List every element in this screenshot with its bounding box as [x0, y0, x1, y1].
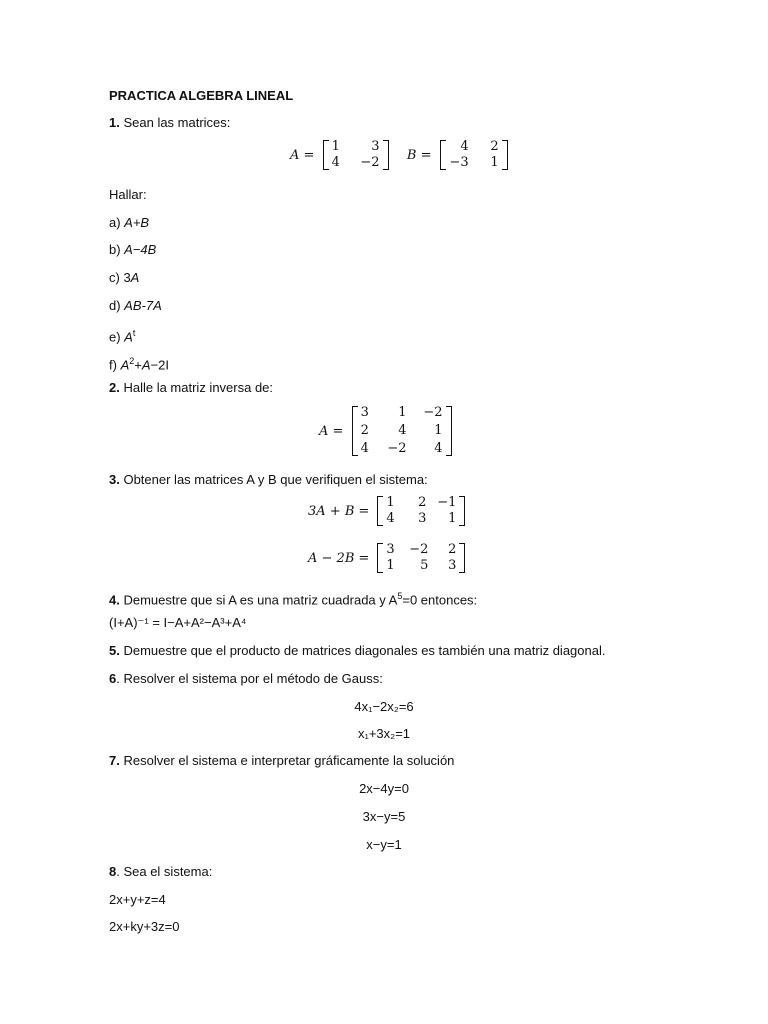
matrix-cell: −1: [437, 495, 457, 510]
matrix-cell: 1: [386, 495, 395, 510]
problem-1-statement: [109, 114, 230, 132]
problem-7-number: 7.: [109, 753, 120, 768]
matrix-cell: 3: [360, 405, 369, 420]
matrix-cell: 4: [331, 155, 340, 170]
item-prefix: d): [109, 298, 125, 313]
matrix-cell: 3: [418, 511, 427, 526]
problem-2-number: 2.: [109, 380, 120, 395]
problem-4-text-end: =0 entonces:: [402, 592, 478, 608]
matrix-cell: −3: [449, 155, 469, 170]
item-prefix: f): [109, 357, 121, 373]
matrix-cell: −2: [423, 405, 443, 420]
matrix-label: A: [319, 423, 329, 439]
matrix-b-label: B: [406, 147, 417, 163]
system-8-equation-1: 2x+y+z=4: [109, 892, 166, 907]
matrix-a-label: A: [290, 147, 300, 163]
matrix-cell: 3: [448, 558, 457, 573]
matrix-a: [323, 140, 389, 170]
operator: +: [134, 357, 142, 373]
item-c: [109, 269, 139, 287]
problem-2-statement: [109, 379, 273, 397]
problem-2-text: Halle la matriz inversa de:: [123, 380, 274, 395]
superscript: t: [132, 328, 136, 338]
problem-4-number: 4.: [109, 592, 120, 608]
system-equation-2: A − 2B = 3 −2 2 1 5 3: [308, 543, 465, 573]
matrix-cell: 1: [434, 423, 443, 438]
matrix-cell: 3: [386, 542, 395, 557]
item-expression: A: [141, 357, 151, 373]
problem-8-number: 8: [109, 864, 117, 879]
inverse-matrix-definition: A = 3 1 −2 2 4 1 4 −2 4: [319, 406, 452, 456]
right-bracket: [459, 496, 465, 526]
superscript: 2: [129, 356, 135, 366]
matrix-cell: 4: [386, 511, 395, 526]
matrix-cell: 1: [386, 558, 395, 573]
problem-1-text: Sean las matrices:: [123, 115, 231, 130]
right-bracket: [446, 406, 452, 456]
gauss-equation-1: 4x₁−2x₂=6: [354, 699, 414, 714]
item-expression: A: [124, 329, 133, 345]
equation-lhs: 3A + B: [308, 503, 355, 519]
matrix-2x3: [377, 543, 465, 573]
equation-lhs: A − 2B: [308, 550, 355, 566]
matrix-2x3: [377, 496, 465, 526]
matrix-cell: 4: [460, 139, 469, 154]
matrix-cell: 2: [418, 495, 427, 510]
right-bracket: [502, 140, 508, 170]
problem-5-number: 5.: [109, 643, 120, 658]
matrix-cell: 3: [371, 139, 380, 154]
item-expression: A+B: [124, 215, 150, 230]
item-b: [109, 241, 156, 259]
system-7-equation-3: x−y=1: [366, 837, 402, 852]
matrix-cell: 4: [360, 441, 369, 456]
matrix-cell: 1: [398, 405, 407, 420]
item-e: [109, 324, 135, 346]
matrix-3x3: [352, 406, 452, 456]
problem-6-text: . Resolver el sistema por el método de Gauss:: [116, 671, 383, 686]
problem-3-text: Obtener las matrices A y B que verifiquen el sistema:: [123, 472, 428, 487]
item-expression: AB-7A: [124, 298, 162, 313]
matrix-b: [440, 140, 508, 170]
problem-4-formula: (I+A)⁻¹ = I−A+A²−A³+A⁴: [109, 615, 247, 630]
matrix-a-definition: A = 1 3 4 −2 B = 4 2 −3 1: [290, 140, 508, 170]
item-expression: A−4B: [124, 242, 157, 257]
matrix-cell: 2: [448, 542, 457, 557]
gauss-equation-2: x₁+3x₂=1: [357, 726, 411, 741]
system-8-equation-2: 2x+ky+3z=0: [109, 919, 180, 934]
item-a: [109, 214, 149, 232]
item-f: [109, 352, 169, 374]
system-7-equation-1: 2x−4y=0: [359, 781, 409, 796]
item-expression: A: [130, 270, 140, 285]
problem-3-statement: [109, 471, 428, 489]
problem-3-number: 3.: [109, 472, 120, 487]
matrix-cell: 4: [398, 423, 407, 438]
hallar-label: Hallar:: [109, 187, 147, 202]
matrix-cell: 1: [448, 511, 457, 526]
page-title: PRACTICA ALGEBRA LINEAL: [109, 88, 294, 103]
item-expression-end: −2I: [150, 357, 169, 373]
system-equation-1: 3A + B = 1 2 −1 4 3 1: [308, 496, 465, 526]
problem-7-statement: [109, 752, 454, 770]
problem-6-number: 6: [109, 671, 117, 686]
matrix-cell: 4: [434, 441, 443, 456]
matrix-cell: 2: [360, 423, 369, 438]
right-bracket: [383, 140, 389, 170]
problem-5-statement: [109, 642, 605, 660]
item-d: [109, 297, 162, 315]
matrix-cell: −2: [387, 441, 407, 456]
item-prefix: e): [109, 329, 125, 345]
problem-6-statement: [109, 670, 383, 688]
problem-4-statement: [109, 587, 477, 609]
matrix-cell: −2: [360, 155, 380, 170]
right-bracket: [459, 543, 465, 573]
system-7-equation-2: 3x−y=5: [362, 809, 406, 824]
matrix-cell: 2: [490, 139, 499, 154]
matrix-cell: 1: [331, 139, 340, 154]
item-expression: A: [120, 357, 130, 373]
item-prefix: a): [109, 215, 125, 230]
item-prefix: b): [109, 242, 125, 257]
problem-8-statement: [109, 863, 212, 881]
superscript: 5: [397, 591, 403, 601]
problem-4-text: Demuestre que si A es una matriz cuadrada y A: [123, 592, 398, 608]
matrix-cell: 1: [490, 155, 499, 170]
item-prefix: c) 3: [109, 270, 131, 285]
problem-1-number: 1.: [109, 115, 120, 130]
matrix-cell: 5: [420, 558, 429, 573]
problem-5-text: Demuestre que el producto de matrices diagonales es también una matriz diagonal.: [123, 643, 606, 658]
problem-8-text: . Sea el sistema:: [116, 864, 213, 879]
problem-7-text: Resolver el sistema e interpretar gráficamente la solución: [123, 753, 455, 768]
matrix-cell: −2: [409, 542, 429, 557]
